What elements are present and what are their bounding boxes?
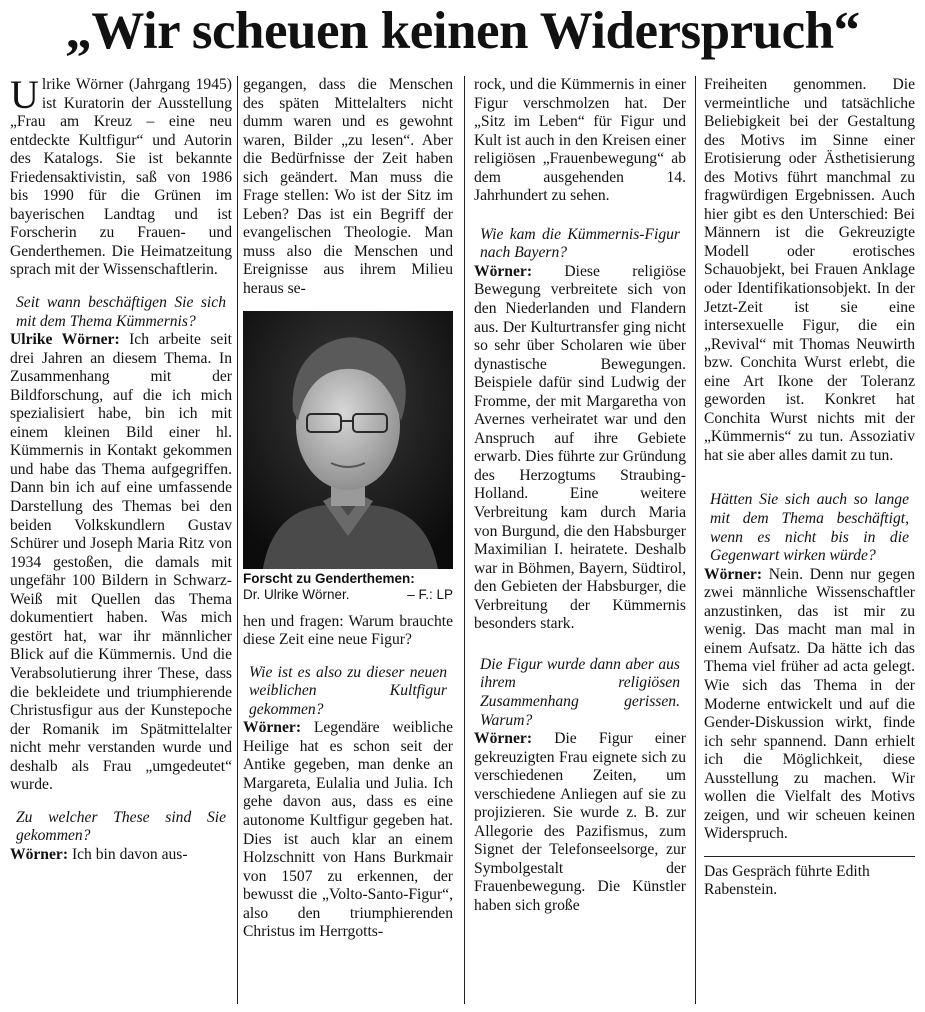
question: Wie ist es also zu dieser neuen weiblichen Kultfigur gekommen? [249,663,447,718]
answer-text: Legendäre weibliche Heilige hat es schon seit der Antike gegeben, man denke an Margareta, Eulalia und Julia. Ich gehe davon aus, dass es eine autonome Kultfigur gegeben hat. Dies ist auch klar an einem Holzschnitt von Hans Burkmair von 1507 zu erkennen, der bewusst die „Volto-Santo-Figur“, also den triumphierenden Christus im Herrgotts- [243,719,453,941]
drop-cap: U [10,72,39,117]
question: Hätten Sie sich auch so lange mit dem Thema beschäftigt, wenn es nicht bis in die Gegenwart wirken würde? [710,491,909,565]
column-rule [464,76,465,1004]
speaker-label: Wörner: [474,262,533,280]
end-rule [704,856,915,857]
answer [704,566,915,844]
speaker-label: Wörner: [10,845,69,863]
question: Wie kam die Kümmernis-Figur nach Bayern? [480,225,680,262]
answer [474,263,686,634]
caption-title: Forscht zu Genderthemen: [243,570,415,586]
answer [10,331,232,795]
answer [243,719,453,942]
article-column-2 [243,76,453,942]
answer-text: Die Figur einer gekreuzigten Frau eignete sich zu verschiedenen Zeiten, um verschiedene Anliegen auf sie zu projizieren. Sie wurde z. B. zur Allegorie des Pazifismus, zum Signet der Telefonseelsorge, zur Symbolgestalt der Frauenbewegung. Die Künstler haben sich große [474,730,686,914]
article-column-3 [474,76,686,916]
answer [10,846,232,865]
answer-continued: rock, und die Kümmernis in einer Figur verschmolzen hat. Der „Sitz im Leben“ für Figur und Kult ist auch in den Kreisen einer religiösen „Frauenbewegung“ ab dem ausgehenden 14. Jahrhundert zu sehen. [474,76,686,205]
answer-continued: gegangen, dass die Menschen des späten Mittelalters nicht dumm waren und es gewohnt waren, Bilder „zu lesen“. Aber die Bedürfnisse der Zeit haben sich geändert. Man muss die Frage stellen: Wo ist der Sitz im Leben? Das ist ein Begriff der evangelischen Theologie. Man muss also die Menschen und Ereignisse aus ihrem Milieu heraus se- [243,76,453,298]
portrait-photo [243,311,453,569]
intro-paragraph [10,72,232,280]
speaker-label: Wörner: [474,730,533,748]
article-column-1 [10,72,233,864]
answer [474,730,686,915]
speaker-label: Wörner: [243,719,302,737]
answer-continued: hen und fragen: Warum brauchte diese Zeit eine neue Figur? [243,612,453,649]
answer-continued: Freiheiten genommen. Die vermeintliche und tatsächliche Beliebigkeit bei der Gestaltung des Motivs im Sinne einer Erotisierung oder Ästhetisierung des Motivs führt manchmal zu fragwürdigen Ergebnissen. Auch hier gibt es den Unterschied: Bei Männern ist die Gekreuzigte Modell oder erotisches Schauobjekt, bei Frauen Anklage oder Identifikationsobjekt. In der Jetzt-Zeit ist sie eine intersexuelle Figur, die ein „Revival“ mit Thomas Neuwirth bzw. Conchita Wurst erlebt, die eine Art Ikone der Toleranz geworden ist. Konkret hat Conchita Wurst nichts mit der „Kümmernis“ zu tun. Assoziativ hat sie aber alles damit zu tun. [704,76,915,464]
interview-credit: Das Gespräch führte Edith Rabenstein. [704,862,870,899]
column-rule [695,76,696,1004]
portrait-image [243,311,453,569]
question: Zu welcher These sind Sie gekommen? [16,808,226,845]
photo-caption [243,571,453,603]
question: Die Figur wurde dann aber aus ihrem religiösen Zusammenhang gerissen. Warum? [480,655,680,729]
article-column-4 [704,76,915,900]
speaker-label: Wörner: [704,565,763,583]
answer-text: Diese religiöse Bewegung verbreitete sich von den Niederlanden und Flandern aus. Der Kulturtransfer ging nicht so sehr über Scholaren wie über dynastische Bewegungen. Beispiele dafür sind Ludwig der Fromme, der mit Margaretha von Avernes verheiratet war und den Anspruch auf ihre Gebiete erwarb. Dies führte zur Gründung des Herzogtums Straubing-Holland. Eine weitere Verbreitung kam durch Maria von Burgund, die den Habsburger Maximilian I. heiratete. Deshalb war in Böhmen, Bayern, Südtirol, den Gebieten der Habsburger, die Verbreitung der Kümmernis besonders stark. [474,262,686,633]
answer-text: Nein. Denn nur gegen zwei männliche Wissenschaftler anzustinken, das ist mir zu wenig. Das macht man mal in einem Aufsatz. Da hätte ich das Thema viel früher ad acta gelegt. Wie sich das Thema in der Moderne entwickelt und auf die Gender-Diskussion wirkt, finde ich sehr spannend. Dann erhielt ich die Möglichkeit, diese Ausstellung zu machen. Wir wollen die Vielfalt des Motivs zeigen, und wir scheuen keinen Widerspruch. [704,565,916,843]
caption-name: Dr. Ulrike Wörner. [243,586,350,602]
answer-text: Ich bin davon aus- [71,845,188,863]
answer-text: Ich arbeite seit drei Jahren an diesem Thema. In Zusammenhang mit der Bildforschung, auf die ich mich spezialisiert habe, bin ich mit einem kleinen Bild einer hl. Kümmernis in Kontakt gekommen und habe das Thema aufgegriffen. Dann bin ich auf eine umfassende Darstellung des Themas bei den beiden Volkskundlern Gustav Schürer und Joseph Maria Ritz von 1934 gestoßen, die damals mit ungefähr 100 Bildern in Schwarz-Weiß mit Quellen das Thema dokumentiert haben. Was mich gestört hat, war ihr männlicher Blick auf die Kümmernis. Und die Verabsolutierung ihrer These, dass die bekleidete und triumphierende Christusfigur aus der Kunstepoche der Romanik im Spätmittelalter nicht mehr verstanden wurde und deshalb als Frau „umgedeutet“ wurde. [10,331,233,794]
question: Seit wann beschäftigen Sie sich mit dem Thema Kümmernis? [16,294,226,330]
speaker-label: Ulrike Wörner: [10,331,120,349]
photo-credit: – F.: LP [407,586,453,602]
column-rule [237,76,238,1004]
headline: „Wir scheuen keinen Widerspruch“ [65,2,860,60]
intro-text: lrike Wörner (Jahrgang 1945) ist Kuratorin der Ausstellung „Frau am Kreuz – eine neu entdeckte Kultfigur“ und Autorin des Katalogs. Sie ist bekannte Friedensaktivistin, saß von 1986 bis 1990 für die Grünen im bayerischen Landtag und ist Forscherin zu Frauen- und Genderthemen. Die Heimatzeitung sprach mit der Wissenschaftlerin. [10,76,232,279]
